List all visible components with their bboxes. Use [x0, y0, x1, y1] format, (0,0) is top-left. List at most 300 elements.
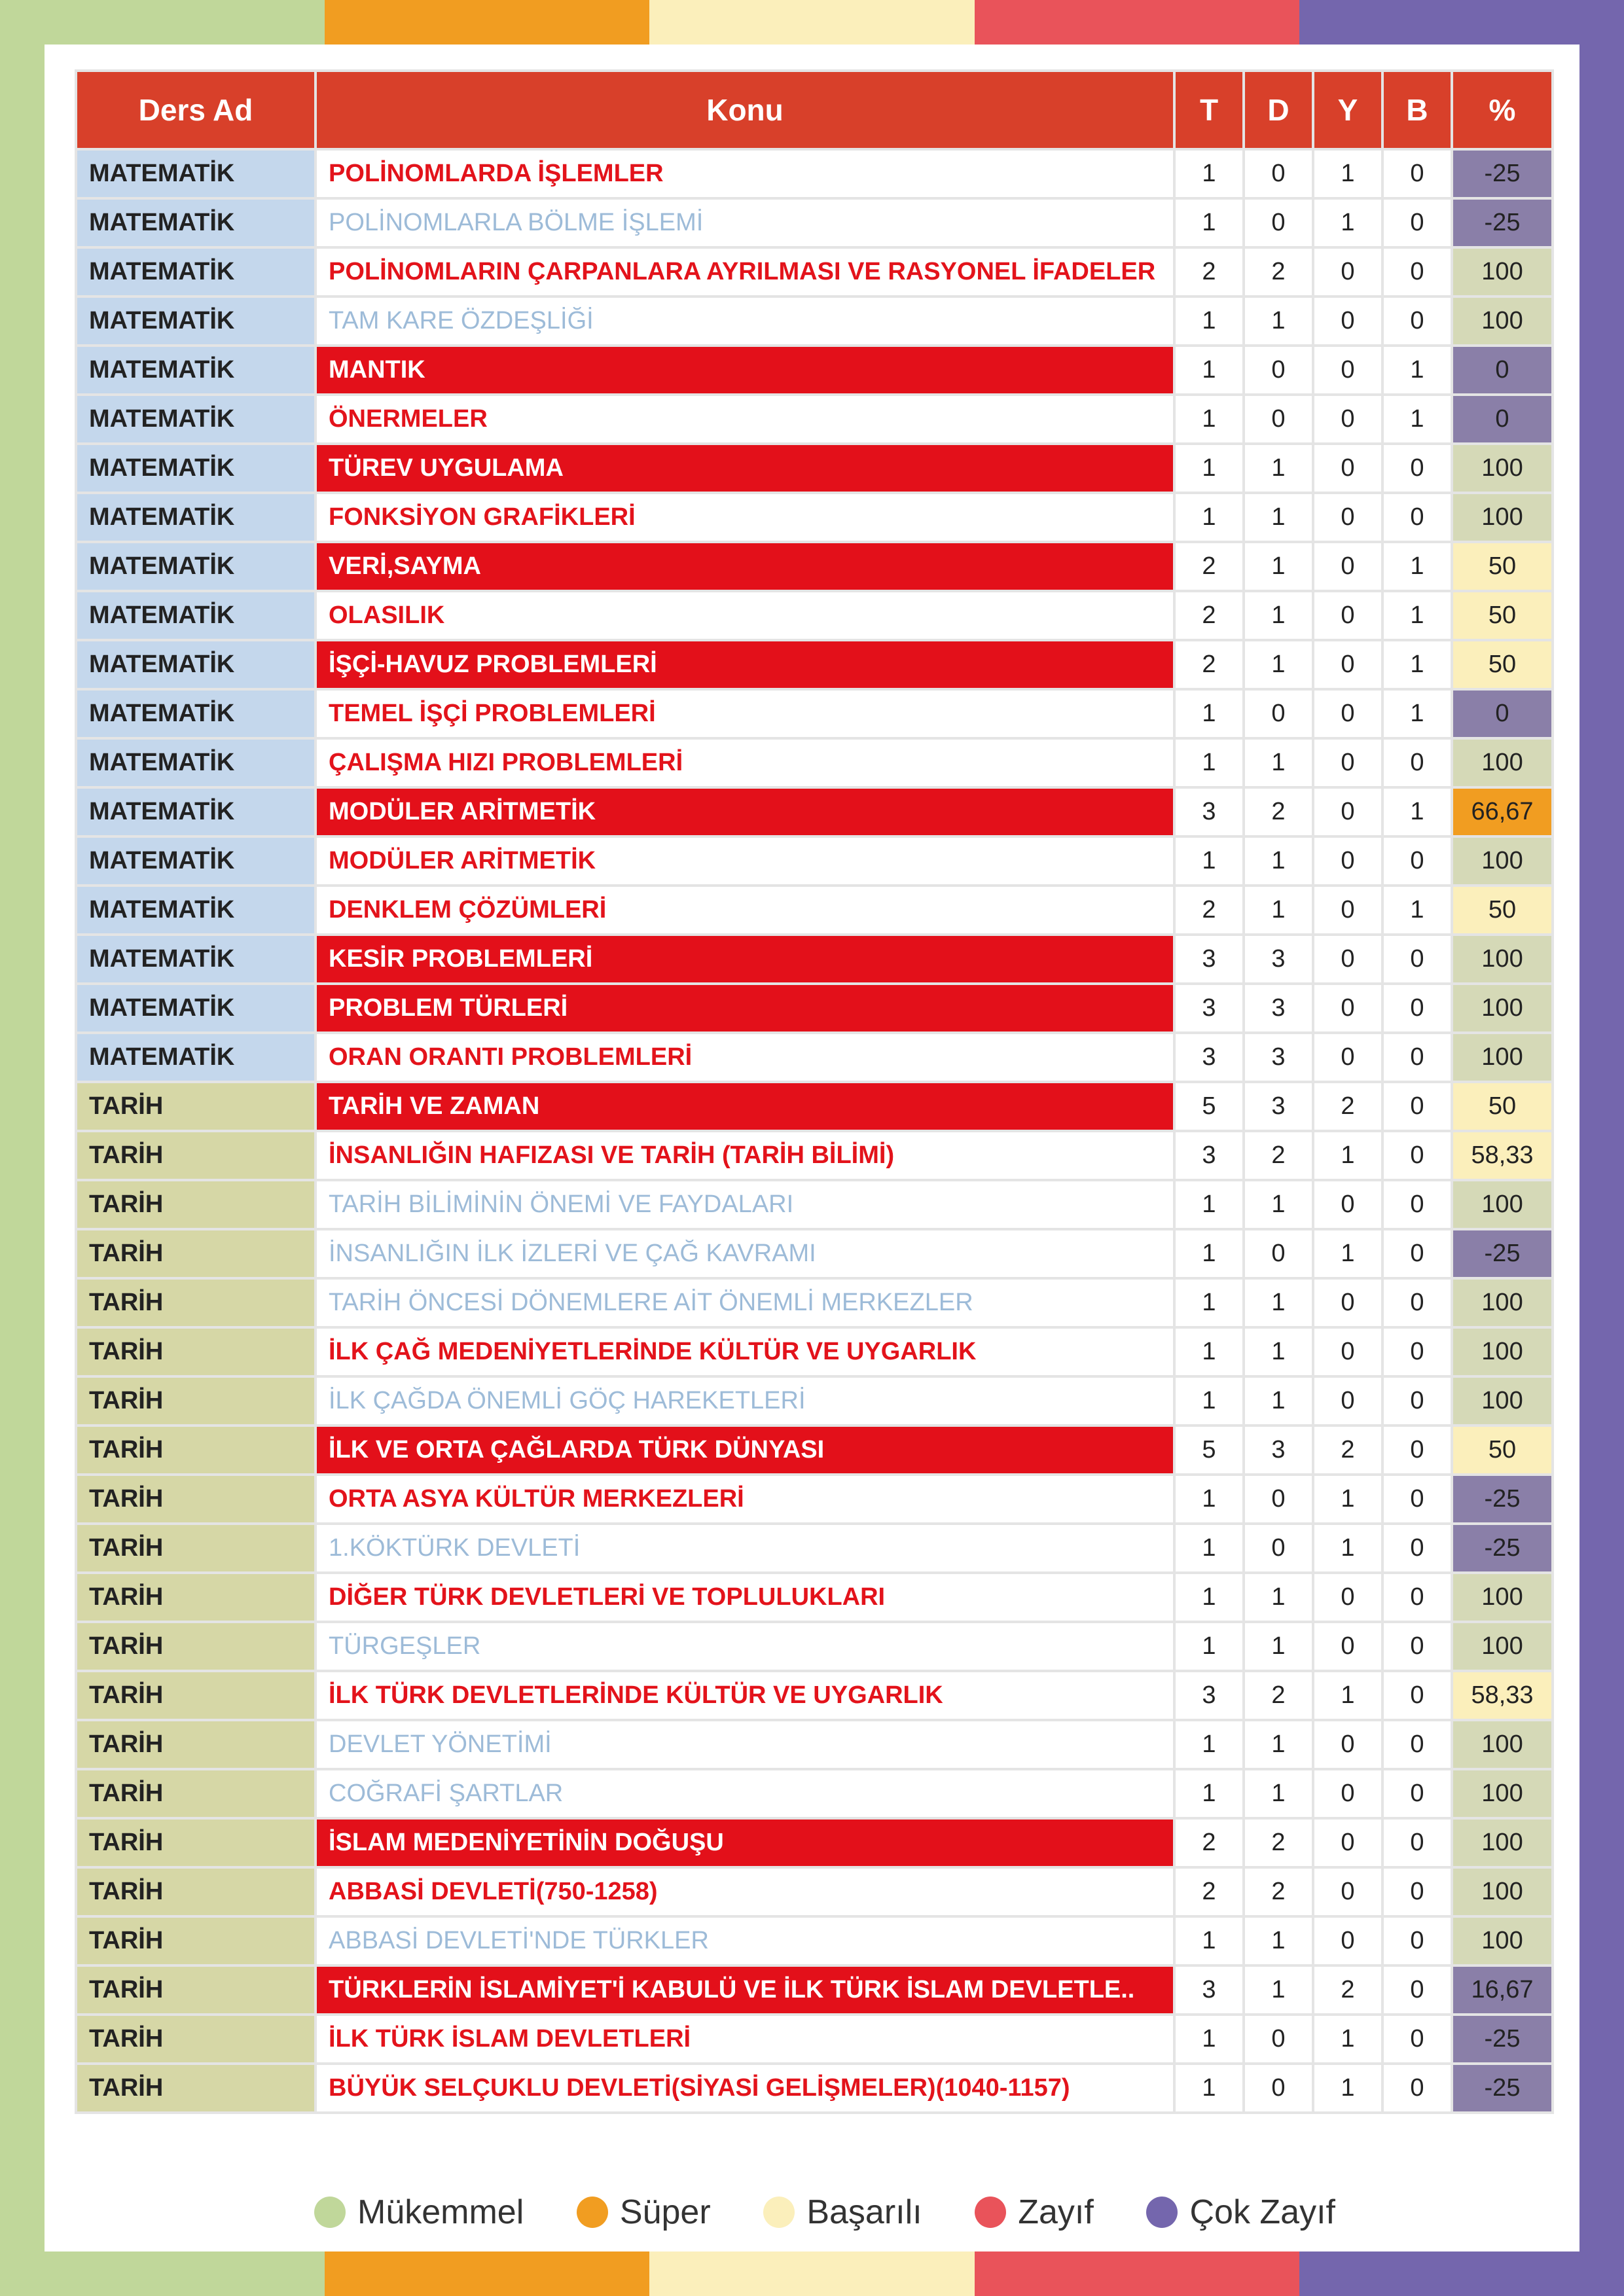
cell-b: 0 — [1384, 298, 1451, 344]
cell-t: 3 — [1176, 985, 1242, 1031]
cell-d: 1 — [1245, 1280, 1312, 1326]
cell-y: 1 — [1314, 1230, 1381, 1277]
table-row — [77, 789, 1551, 835]
table-row — [77, 1083, 1551, 1130]
cell-b: 0 — [1384, 1476, 1451, 1522]
cell-ders: TARİH — [77, 1378, 314, 1424]
cell-t: 5 — [1176, 1427, 1242, 1473]
cell-d: 3 — [1245, 1427, 1312, 1473]
cell-ders: TARİH — [77, 1820, 314, 1866]
cell-y: 0 — [1314, 838, 1381, 884]
cell-y: 1 — [1314, 2016, 1381, 2062]
cell-t: 1 — [1176, 2016, 1242, 2062]
cell-ders: MATEMATİK — [77, 691, 314, 737]
cell-b: 1 — [1384, 543, 1451, 590]
cell-y: 0 — [1314, 1280, 1381, 1326]
table-row — [77, 1132, 1551, 1179]
table-row — [77, 445, 1551, 492]
cell-y: 0 — [1314, 249, 1381, 295]
cell-t: 2 — [1176, 543, 1242, 590]
cell-ders: TARİH — [77, 1574, 314, 1621]
cell-d: 1 — [1245, 494, 1312, 541]
table-row — [77, 396, 1551, 442]
legend-dot-icon — [763, 2197, 795, 2228]
cell-pct: 100 — [1453, 1181, 1551, 1228]
table-header-row — [77, 72, 1551, 148]
cell-d: 1 — [1245, 1329, 1312, 1375]
cell-konu: İLK ÇAĞDA ÖNEMLİ GÖÇ HAREKETLERİ — [317, 1378, 1173, 1424]
cell-ders: MATEMATİK — [77, 887, 314, 933]
cell-ders: MATEMATİK — [77, 151, 314, 197]
table-row — [77, 1623, 1551, 1670]
cell-pct: 100 — [1453, 1770, 1551, 1817]
cell-ders: MATEMATİK — [77, 249, 314, 295]
cell-d: 1 — [1245, 641, 1312, 688]
table-row — [77, 1820, 1551, 1866]
cell-ders: MATEMATİK — [77, 298, 314, 344]
cell-t: 3 — [1176, 936, 1242, 982]
table-row — [77, 1427, 1551, 1473]
cell-ders: TARİH — [77, 1427, 314, 1473]
cell-konu: TÜRGEŞLER — [317, 1623, 1173, 1670]
legend-dot-icon — [975, 2197, 1006, 2228]
cell-d: 2 — [1245, 1820, 1312, 1866]
cell-d: 0 — [1245, 1476, 1312, 1522]
cell-d: 2 — [1245, 1132, 1312, 1179]
cell-konu: İSLAM MEDENİYETİNİN DOĞUŞU — [317, 1820, 1173, 1866]
cell-d: 0 — [1245, 1230, 1312, 1277]
table-row — [77, 985, 1551, 1031]
table-row — [77, 1280, 1551, 1326]
cell-y: 0 — [1314, 1378, 1381, 1424]
cell-d: 0 — [1245, 2016, 1312, 2062]
cell-pct: -25 — [1453, 1230, 1551, 1277]
frame-left-stripe — [0, 0, 45, 2296]
table-row — [77, 1721, 1551, 1768]
cell-ders: MATEMATİK — [77, 789, 314, 835]
cell-ders: MATEMATİK — [77, 641, 314, 688]
table-row — [77, 740, 1551, 786]
cell-pct: 50 — [1453, 641, 1551, 688]
cell-b: 0 — [1384, 985, 1451, 1031]
cell-y: 1 — [1314, 1672, 1381, 1719]
header-konu: Konu — [317, 72, 1173, 148]
cell-pct: 58,33 — [1453, 1672, 1551, 1719]
cell-pct: 50 — [1453, 1427, 1551, 1473]
cell-konu: İNSANLIĞIN HAFIZASI VE TARİH (TARİH BİLİMİ) — [317, 1132, 1173, 1179]
cell-pct: 100 — [1453, 1623, 1551, 1670]
cell-b: 0 — [1384, 1820, 1451, 1866]
cell-konu: MODÜLER ARİTMETİK — [317, 789, 1173, 835]
table-row — [77, 936, 1551, 982]
cell-d: 3 — [1245, 1083, 1312, 1130]
table-row — [77, 543, 1551, 590]
cell-t: 1 — [1176, 691, 1242, 737]
cell-y: 1 — [1314, 1525, 1381, 1571]
cell-pct: 58,33 — [1453, 1132, 1551, 1179]
cell-y: 0 — [1314, 1820, 1381, 1866]
cell-b: 0 — [1384, 445, 1451, 492]
cell-ders: TARİH — [77, 1181, 314, 1228]
table-row — [77, 592, 1551, 639]
cell-pct: -25 — [1453, 2065, 1551, 2111]
cell-ders: TARİH — [77, 1525, 314, 1571]
cell-b: 0 — [1384, 2016, 1451, 2062]
cell-y: 0 — [1314, 1918, 1381, 1964]
cell-b: 0 — [1384, 494, 1451, 541]
legend-item-mukemmel — [314, 2193, 524, 2232]
cell-pct: 100 — [1453, 249, 1551, 295]
cell-y: 2 — [1314, 1967, 1381, 2013]
cell-d: 1 — [1245, 445, 1312, 492]
cell-konu: PROBLEM TÜRLERİ — [317, 985, 1173, 1031]
cell-b: 0 — [1384, 838, 1451, 884]
cell-ders: TARİH — [77, 1672, 314, 1719]
cell-pct: 100 — [1453, 985, 1551, 1031]
table-row — [77, 1230, 1551, 1277]
cell-t: 3 — [1176, 789, 1242, 835]
cell-b: 0 — [1384, 1967, 1451, 2013]
table-row — [77, 641, 1551, 688]
cell-y: 0 — [1314, 298, 1381, 344]
cell-konu: MANTIK — [317, 347, 1173, 393]
cell-d: 0 — [1245, 396, 1312, 442]
cell-b: 1 — [1384, 789, 1451, 835]
cell-konu: ÖNERMELER — [317, 396, 1173, 442]
cell-t: 1 — [1176, 1378, 1242, 1424]
cell-t: 1 — [1176, 445, 1242, 492]
cell-b: 1 — [1384, 347, 1451, 393]
cell-t: 5 — [1176, 1083, 1242, 1130]
cell-y: 0 — [1314, 1770, 1381, 1817]
cell-b: 0 — [1384, 1034, 1451, 1081]
cell-y: 0 — [1314, 543, 1381, 590]
cell-ders: TARİH — [77, 1770, 314, 1817]
legend-label: Çok Zayıf — [1189, 2193, 1335, 2231]
cell-b: 0 — [1384, 1427, 1451, 1473]
cell-konu: İLK TÜRK İSLAM DEVLETLERİ — [317, 2016, 1173, 2062]
cell-ders: TARİH — [77, 1967, 314, 2013]
cell-konu: ÇALIŞMA HIZI PROBLEMLERİ — [317, 740, 1173, 786]
cell-pct: -25 — [1453, 1525, 1551, 1571]
cell-t: 2 — [1176, 1869, 1242, 1915]
cell-y: 0 — [1314, 1869, 1381, 1915]
cell-d: 2 — [1245, 789, 1312, 835]
cell-pct: 100 — [1453, 1820, 1551, 1866]
cell-konu: POLİNOMLARDA İŞLEMLER — [317, 151, 1173, 197]
frame-bottom-stripe — [0, 2251, 1624, 2296]
cell-b: 0 — [1384, 1525, 1451, 1571]
cell-b: 0 — [1384, 249, 1451, 295]
cell-y: 0 — [1314, 396, 1381, 442]
cell-b: 0 — [1384, 1378, 1451, 1424]
cell-t: 1 — [1176, 2065, 1242, 2111]
cell-b: 1 — [1384, 592, 1451, 639]
cell-ders: MATEMATİK — [77, 200, 314, 246]
cell-d: 0 — [1245, 347, 1312, 393]
cell-t: 2 — [1176, 887, 1242, 933]
cell-pct: -25 — [1453, 151, 1551, 197]
table-row — [77, 1476, 1551, 1522]
cell-d: 1 — [1245, 838, 1312, 884]
cell-pct: 100 — [1453, 838, 1551, 884]
table-row — [77, 1672, 1551, 1719]
cell-t: 1 — [1176, 838, 1242, 884]
cell-b: 0 — [1384, 1083, 1451, 1130]
cell-d: 1 — [1245, 1967, 1312, 2013]
table-row — [77, 838, 1551, 884]
cell-d: 1 — [1245, 1623, 1312, 1670]
cell-t: 1 — [1176, 740, 1242, 786]
cell-pct: 100 — [1453, 1869, 1551, 1915]
cell-b: 0 — [1384, 1574, 1451, 1621]
cell-pct: 50 — [1453, 1083, 1551, 1130]
legend-item-basarili — [763, 2193, 922, 2232]
cell-ders: TARİH — [77, 1280, 314, 1326]
cell-ders: TARİH — [77, 1083, 314, 1130]
cell-pct: 100 — [1453, 740, 1551, 786]
cell-pct: 50 — [1453, 887, 1551, 933]
cell-konu: COĞRAFİ ŞARTLAR — [317, 1770, 1173, 1817]
cell-pct: 50 — [1453, 592, 1551, 639]
cell-pct: 100 — [1453, 494, 1551, 541]
cell-pct: 100 — [1453, 1280, 1551, 1326]
cell-y: 0 — [1314, 1623, 1381, 1670]
table-row — [77, 1181, 1551, 1228]
legend-item-cok-zayif — [1146, 2193, 1335, 2232]
cell-b: 0 — [1384, 1623, 1451, 1670]
cell-konu: ORAN ORANTI PROBLEMLERİ — [317, 1034, 1173, 1081]
header-b: B — [1384, 72, 1451, 148]
cell-pct: 100 — [1453, 1721, 1551, 1768]
cell-konu: KESİR PROBLEMLERİ — [317, 936, 1173, 982]
cell-d: 3 — [1245, 985, 1312, 1031]
table-row — [77, 347, 1551, 393]
cell-t: 1 — [1176, 1918, 1242, 1964]
table-row — [77, 1574, 1551, 1621]
cell-pct: 100 — [1453, 1574, 1551, 1621]
table-row — [77, 249, 1551, 295]
cell-d: 1 — [1245, 1181, 1312, 1228]
cell-konu: İŞÇİ-HAVUZ PROBLEMLERİ — [317, 641, 1173, 688]
cell-ders: TARİH — [77, 1476, 314, 1522]
cell-konu: TARİH BİLİMİNİN ÖNEMİ VE FAYDALARI — [317, 1181, 1173, 1228]
cell-d: 3 — [1245, 936, 1312, 982]
table-row — [77, 2016, 1551, 2062]
cell-pct: 0 — [1453, 396, 1551, 442]
cell-d: 1 — [1245, 298, 1312, 344]
cell-b: 0 — [1384, 2065, 1451, 2111]
cell-t: 3 — [1176, 1672, 1242, 1719]
results-table — [75, 69, 1554, 2114]
cell-y: 0 — [1314, 740, 1381, 786]
cell-ders: TARİH — [77, 1623, 314, 1670]
cell-pct: 100 — [1453, 1329, 1551, 1375]
cell-b: 0 — [1384, 1329, 1451, 1375]
cell-t: 1 — [1176, 1181, 1242, 1228]
cell-d: 2 — [1245, 249, 1312, 295]
table-row — [77, 298, 1551, 344]
header-ders: Ders Ad — [77, 72, 314, 148]
cell-konu: VERİ,SAYMA — [317, 543, 1173, 590]
cell-y: 2 — [1314, 1427, 1381, 1473]
cell-b: 0 — [1384, 1230, 1451, 1277]
cell-ders: MATEMATİK — [77, 445, 314, 492]
cell-konu: İNSANLIĞIN İLK İZLERİ VE ÇAĞ KAVRAMI — [317, 1230, 1173, 1277]
cell-d: 0 — [1245, 691, 1312, 737]
cell-y: 0 — [1314, 936, 1381, 982]
cell-t: 1 — [1176, 1525, 1242, 1571]
cell-y: 1 — [1314, 2065, 1381, 2111]
cell-d: 0 — [1245, 200, 1312, 246]
cell-pct: 0 — [1453, 691, 1551, 737]
cell-konu: ABBASİ DEVLETİ'NDE TÜRKLER — [317, 1918, 1173, 1964]
cell-b: 1 — [1384, 641, 1451, 688]
cell-konu: BÜYÜK SELÇUKLU DEVLETİ(SİYASİ GELİŞMELER)(1040-1157) — [317, 2065, 1173, 2111]
cell-y: 0 — [1314, 1034, 1381, 1081]
cell-t: 2 — [1176, 641, 1242, 688]
legend — [314, 2189, 1335, 2235]
cell-b: 0 — [1384, 1280, 1451, 1326]
cell-pct: 100 — [1453, 1034, 1551, 1081]
legend-label: Mükemmel — [357, 2193, 524, 2231]
cell-t: 1 — [1176, 200, 1242, 246]
cell-t: 3 — [1176, 1132, 1242, 1179]
legend-label: Süper — [619, 2193, 711, 2231]
cell-d: 0 — [1245, 151, 1312, 197]
cell-ders: MATEMATİK — [77, 396, 314, 442]
header-d: D — [1245, 72, 1312, 148]
cell-konu: DENKLEM ÇÖZÜMLERİ — [317, 887, 1173, 933]
cell-b: 0 — [1384, 1132, 1451, 1179]
cell-pct: -25 — [1453, 200, 1551, 246]
table-row — [77, 1525, 1551, 1571]
table-row — [77, 1918, 1551, 1964]
cell-t: 1 — [1176, 1230, 1242, 1277]
cell-pct: 100 — [1453, 1918, 1551, 1964]
cell-y: 0 — [1314, 985, 1381, 1031]
cell-konu: ORTA ASYA KÜLTÜR MERKEZLERİ — [317, 1476, 1173, 1522]
legend-label: Zayıf — [1018, 2193, 1094, 2231]
table-row — [77, 887, 1551, 933]
cell-b: 1 — [1384, 887, 1451, 933]
cell-y: 0 — [1314, 641, 1381, 688]
cell-konu: İLK VE ORTA ÇAĞLARDA TÜRK DÜNYASI — [317, 1427, 1173, 1473]
legend-item-zayif — [975, 2193, 1094, 2232]
cell-y: 1 — [1314, 1476, 1381, 1522]
cell-konu: İLK ÇAĞ MEDENİYETLERİNDE KÜLTÜR VE UYGARLIK — [317, 1329, 1173, 1375]
cell-konu: OLASILIK — [317, 592, 1173, 639]
legend-label: Başarılı — [806, 2193, 922, 2231]
table-row — [77, 200, 1551, 246]
cell-t: 2 — [1176, 249, 1242, 295]
cell-ders: TARİH — [77, 1329, 314, 1375]
cell-pct: 50 — [1453, 543, 1551, 590]
cell-y: 0 — [1314, 691, 1381, 737]
cell-t: 1 — [1176, 1770, 1242, 1817]
header-y: Y — [1314, 72, 1381, 148]
cell-d: 1 — [1245, 592, 1312, 639]
cell-ders: TARİH — [77, 1132, 314, 1179]
cell-y: 0 — [1314, 1181, 1381, 1228]
cell-b: 0 — [1384, 200, 1451, 246]
cell-pct: 100 — [1453, 445, 1551, 492]
cell-y: 1 — [1314, 1132, 1381, 1179]
cell-ders: TARİH — [77, 1869, 314, 1915]
cell-b: 0 — [1384, 1672, 1451, 1719]
cell-t: 1 — [1176, 396, 1242, 442]
cell-t: 1 — [1176, 1280, 1242, 1326]
cell-d: 3 — [1245, 1034, 1312, 1081]
cell-konu: 1.KÖKTÜRK DEVLETİ — [317, 1525, 1173, 1571]
cell-b: 0 — [1384, 1918, 1451, 1964]
cell-t: 1 — [1176, 347, 1242, 393]
cell-t: 1 — [1176, 1476, 1242, 1522]
cell-y: 0 — [1314, 347, 1381, 393]
cell-y: 0 — [1314, 494, 1381, 541]
cell-ders: MATEMATİK — [77, 543, 314, 590]
cell-y: 0 — [1314, 445, 1381, 492]
cell-b: 0 — [1384, 740, 1451, 786]
cell-t: 1 — [1176, 1623, 1242, 1670]
cell-t: 1 — [1176, 1329, 1242, 1375]
cell-konu: DEVLET YÖNETİMİ — [317, 1721, 1173, 1768]
cell-pct: 16,67 — [1453, 1967, 1551, 2013]
table-row — [77, 494, 1551, 541]
cell-konu: TAM KARE ÖZDEŞLİĞİ — [317, 298, 1173, 344]
legend-dot-icon — [1146, 2197, 1178, 2228]
cell-pct: 100 — [1453, 936, 1551, 982]
cell-ders: MATEMATİK — [77, 592, 314, 639]
cell-t: 1 — [1176, 494, 1242, 541]
legend-item-super — [577, 2193, 711, 2232]
cell-ders: MATEMATİK — [77, 494, 314, 541]
cell-ders: MATEMATİK — [77, 985, 314, 1031]
cell-d: 1 — [1245, 1378, 1312, 1424]
table-row — [77, 1034, 1551, 1081]
cell-y: 2 — [1314, 1083, 1381, 1130]
frame-right-stripe — [1579, 0, 1624, 2296]
cell-pct: 66,67 — [1453, 789, 1551, 835]
cell-t: 1 — [1176, 1721, 1242, 1768]
cell-konu: İLK TÜRK DEVLETLERİNDE KÜLTÜR VE UYGARLIK — [317, 1672, 1173, 1719]
cell-d: 1 — [1245, 543, 1312, 590]
cell-y: 0 — [1314, 1329, 1381, 1375]
cell-t: 1 — [1176, 1574, 1242, 1621]
table-row — [77, 691, 1551, 737]
cell-pct: 100 — [1453, 1378, 1551, 1424]
cell-d: 2 — [1245, 1672, 1312, 1719]
cell-t: 3 — [1176, 1034, 1242, 1081]
cell-b: 0 — [1384, 1869, 1451, 1915]
cell-ders: TARİH — [77, 1721, 314, 1768]
cell-b: 0 — [1384, 1770, 1451, 1817]
cell-ders: TARİH — [77, 1230, 314, 1277]
legend-dot-icon — [314, 2197, 346, 2228]
cell-konu: TARİH VE ZAMAN — [317, 1083, 1173, 1130]
cell-y: 0 — [1314, 592, 1381, 639]
cell-b: 0 — [1384, 936, 1451, 982]
cell-b: 0 — [1384, 1721, 1451, 1768]
cell-konu: TÜRKLERİN İSLAMİYET'İ KABULÜ VE İLK TÜRK İSLAM DEVLETLE.. — [317, 1967, 1173, 2013]
cell-pct: 100 — [1453, 298, 1551, 344]
table-row — [77, 1869, 1551, 1915]
cell-y: 0 — [1314, 1721, 1381, 1768]
cell-d: 0 — [1245, 1525, 1312, 1571]
cell-konu: TARİH ÖNCESİ DÖNEMLERE AİT ÖNEMLİ MERKEZLER — [317, 1280, 1173, 1326]
cell-pct: -25 — [1453, 1476, 1551, 1522]
cell-d: 1 — [1245, 1918, 1312, 1964]
